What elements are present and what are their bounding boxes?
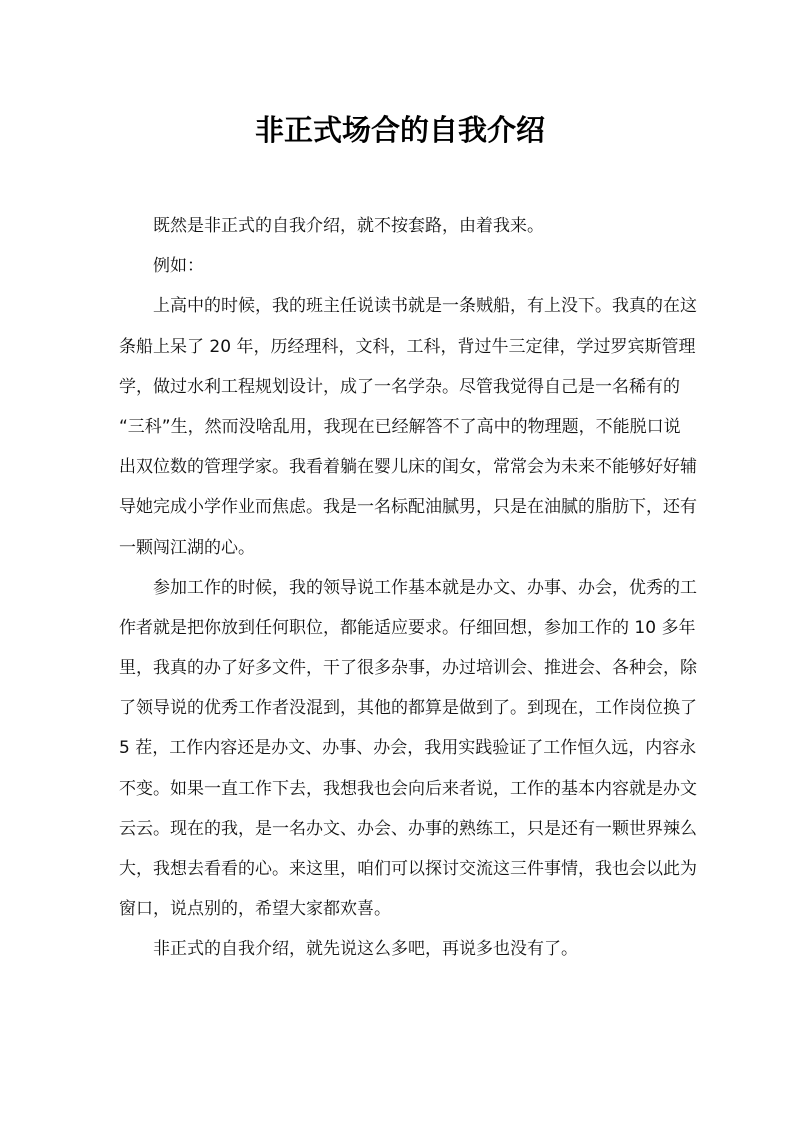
paragraph-line: 参加工作的时候，我的领导说工作基本就是办文、办事、办会，优秀的工	[153, 577, 697, 598]
paragraph-line: 学，做过水利工程规划设计，成了一名学杂。尽管我觉得自己是一名稀有的	[119, 376, 680, 397]
paragraph-line: 出双位数的管理学家。我看着躺在婴儿床的闺女，常常会为未来不能够好好辅	[119, 457, 697, 478]
paragraph-line: “三科”生，然而没啥乱用，我现在已经解答不了高中的物理题，不能脱口说	[119, 416, 681, 437]
paragraph-line: 一颗闯江湖的心。	[119, 537, 255, 558]
paragraph-line: 不变。如果一直工作下去，我想我也会向后来者说，工作的基本内容就是办文	[119, 778, 697, 799]
paragraph-line: 窗口，说点别的，希望大家都欢喜。	[119, 899, 391, 920]
paragraph-line: 上高中的时候，我的班主任说读书就是一条贼船，有上没下。我真的在这	[153, 296, 697, 317]
paragraph-line: 非正式的自我介绍，就先说这么多吧，再说多也没有了。	[153, 939, 578, 960]
paragraph-line: 大，我想去看看的心。来这里，咱们可以探讨交流这三件事情，我也会以此为	[119, 859, 697, 879]
paragraph-line: 既然是非正式的自我介绍，就不按套路，由着我来。	[153, 216, 544, 236]
paragraph-line: 条船上呆了 20 年，历经理科，文科，工科，背过牛三定律，学过罗宾斯管理	[119, 336, 696, 357]
paragraph-line: 5 茬，工作内容还是办文、办事、办会，我用实践验证了工作恒久远，内容永	[119, 738, 697, 759]
paragraph-line: 云云。现在的我，是一名办文、办会、办事的熟练工，只是还有一颗世界辣么	[119, 818, 697, 839]
document-title: 非正式场合的自我介绍	[254, 113, 545, 147]
paragraph-line: 例如：	[153, 256, 204, 277]
paragraph-line: 了领导说的优秀工作者没混到，其他的都算是做到了。到现在，工作岗位换了	[119, 698, 697, 719]
paragraph-line: 导她完成小学作业而焦虑。我是一名标配油腻男，只是在油腻的脂肪下，还有	[119, 497, 697, 518]
paragraph-line: 里，我真的办了好多文件，干了很多杂事，办过培训会、推进会、各种会，除	[119, 658, 697, 679]
document-body	[119, 206, 697, 970]
paragraph-line: 作者就是把你放到任何职位，都能适应要求。仔细回想，参加工作的 10 多年	[119, 617, 696, 638]
